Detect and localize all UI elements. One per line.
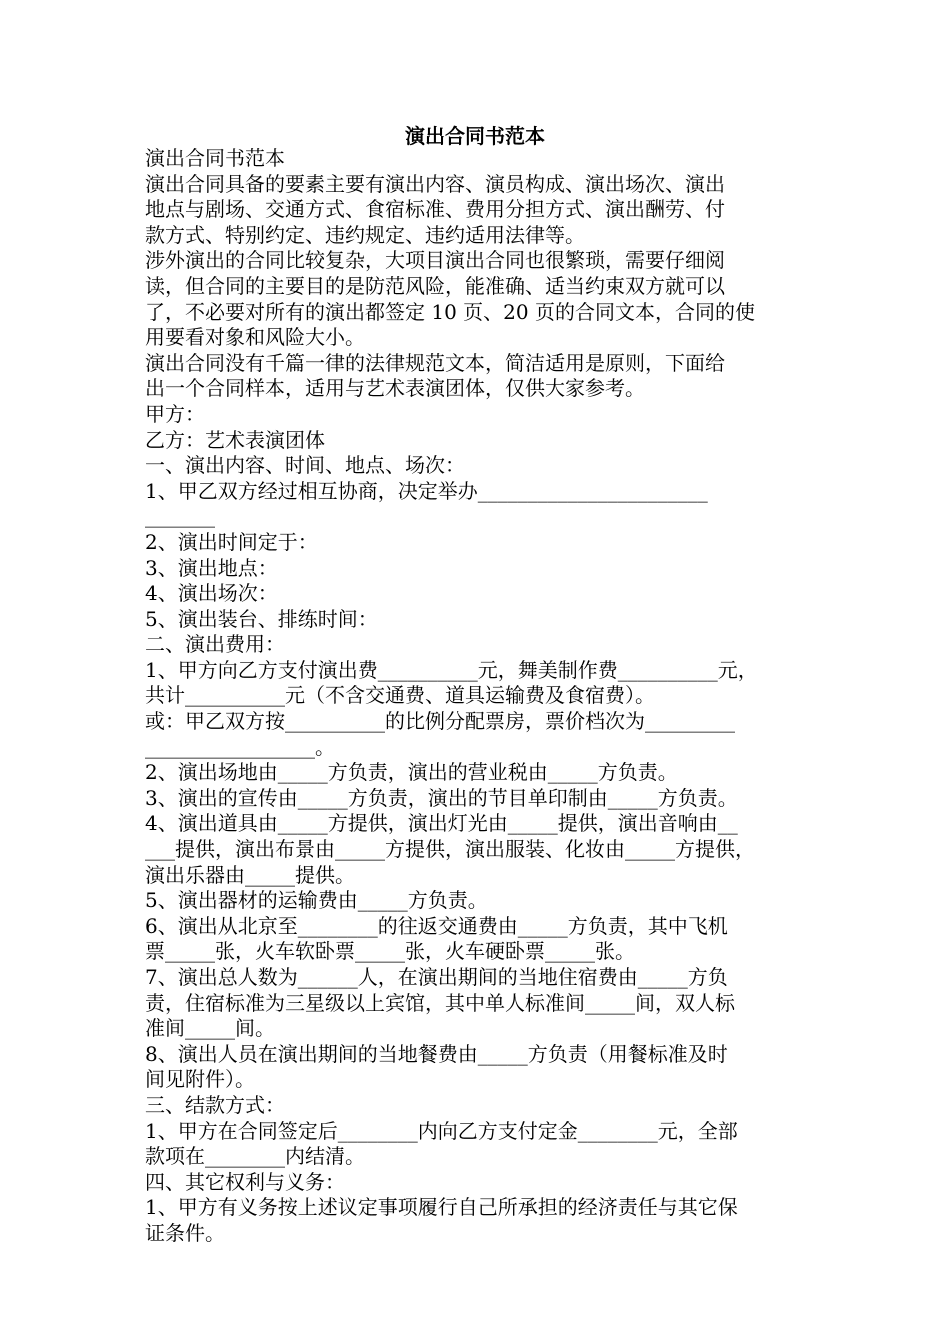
- document-line: 准间_____间。: [145, 1016, 275, 1041]
- document-line: 款项在________内结清。: [145, 1144, 365, 1169]
- document-line: _________________。: [145, 734, 335, 759]
- document-line: 1、甲方向乙方支付演出费__________元，舞美制作费__________元，: [145, 657, 758, 682]
- document-line: 了，不必要对所有的演出都签定 10 页、20 页的合同文本，合同的使: [145, 299, 755, 324]
- document-line: 7、演出总人数为______人，在演出期间的当地住宿费由_____方负: [145, 965, 728, 989]
- document-line: 演出合同没有千篇一律的法律规范文本，简洁适用是原则，下面给: [145, 350, 725, 375]
- document-body: [145, 146, 815, 1247]
- document-line: 地点与剧场、交通方式、食宿标准、费用分担方式、演出酬劳、付: [145, 197, 725, 222]
- document-line: 1、甲方有义务按上述议定事项履行自己所承担的经济责任与其它保: [145, 1195, 738, 1220]
- document-line: 8、演出人员在演出期间的当地餐费由_____方负责（用餐标准及时: [145, 1041, 728, 1066]
- document-line: ___提供，演出布景由_____方提供，演出服装、化妆由_____方提供，: [145, 837, 755, 862]
- document-line: 责，住宿标准为三星级以上宾馆，其中单人标准间_____间，双人标: [145, 990, 735, 1015]
- document-line: 或：甲乙双方按__________的比例分配票房，票价档次为_________: [145, 709, 735, 734]
- document-line: 1、甲方在合同签定后________内向乙方支付定金________元，全部: [145, 1118, 738, 1143]
- document-line: 3、演出地点：: [145, 555, 278, 580]
- document-line: 演出合同书范本: [145, 146, 285, 170]
- document-line: 演出合同具备的要素主要有演出内容、演员构成、演出场次、演出: [145, 171, 725, 196]
- document-line: 票_____张，火车软卧票_____张，火车硬卧票_____张。: [145, 939, 635, 964]
- document-line: 3、演出的宣传由_____方负责，演出的节目单印制由_____方负责。: [145, 785, 738, 810]
- document-line: 出一个合同样本，适用与艺术表演团体，仅供大家参考。: [145, 376, 645, 401]
- document-line: 读，但合同的主要目的是防范风险，能准确、适当约束双方就可以: [145, 273, 725, 298]
- document-line: 三、结款方式：: [145, 1092, 285, 1117]
- document-line: 间见附件）。: [145, 1067, 255, 1092]
- document-line: 共计__________元（不含交通费、道具运输费及食宿费）。: [145, 683, 655, 708]
- document-title: 演出合同书范本: [405, 124, 545, 148]
- document-line: 4、演出场次：: [145, 581, 278, 606]
- document-line: 2、演出场地由_____方负责，演出的营业税由_____方负责。: [145, 760, 678, 785]
- document-line: 用要看对象和风险大小。: [145, 325, 365, 350]
- document-line: 2、演出时间定于：: [145, 529, 318, 554]
- document-line: 甲方：: [145, 401, 205, 426]
- document-line: 演出乐器由_____提供。: [145, 862, 355, 887]
- document-line: 涉外演出的合同比较复杂，大项目演出合同也很繁琐，需要仔细阅: [145, 248, 725, 273]
- document-line: 5、演出装台、排练时间：: [145, 606, 378, 631]
- document-line: 一、演出内容、时间、地点、场次：: [145, 453, 465, 478]
- document-line: 四、其它权利与义务：: [145, 1169, 345, 1194]
- document-line: 6、演出从北京至________的往返交通费由_____方负责，其中飞机: [145, 913, 728, 938]
- document-line: 乙方：艺术表演团体: [145, 427, 325, 452]
- document-line: 4、演出道具由_____方提供，演出灯光由_____提供，演出音响由__: [145, 811, 738, 836]
- document-line: 1、甲乙双方经过相互协商，决定举办_______________________: [145, 478, 708, 503]
- document-line: 二、演出费用：: [145, 632, 285, 657]
- document-line: _______: [145, 504, 215, 529]
- document-line: 款方式、特别约定、违约规定、违约适用法律等。: [145, 222, 585, 247]
- document-line: 5、演出器材的运输费由_____方负责。: [145, 888, 488, 913]
- document-line: 证条件。: [145, 1220, 225, 1245]
